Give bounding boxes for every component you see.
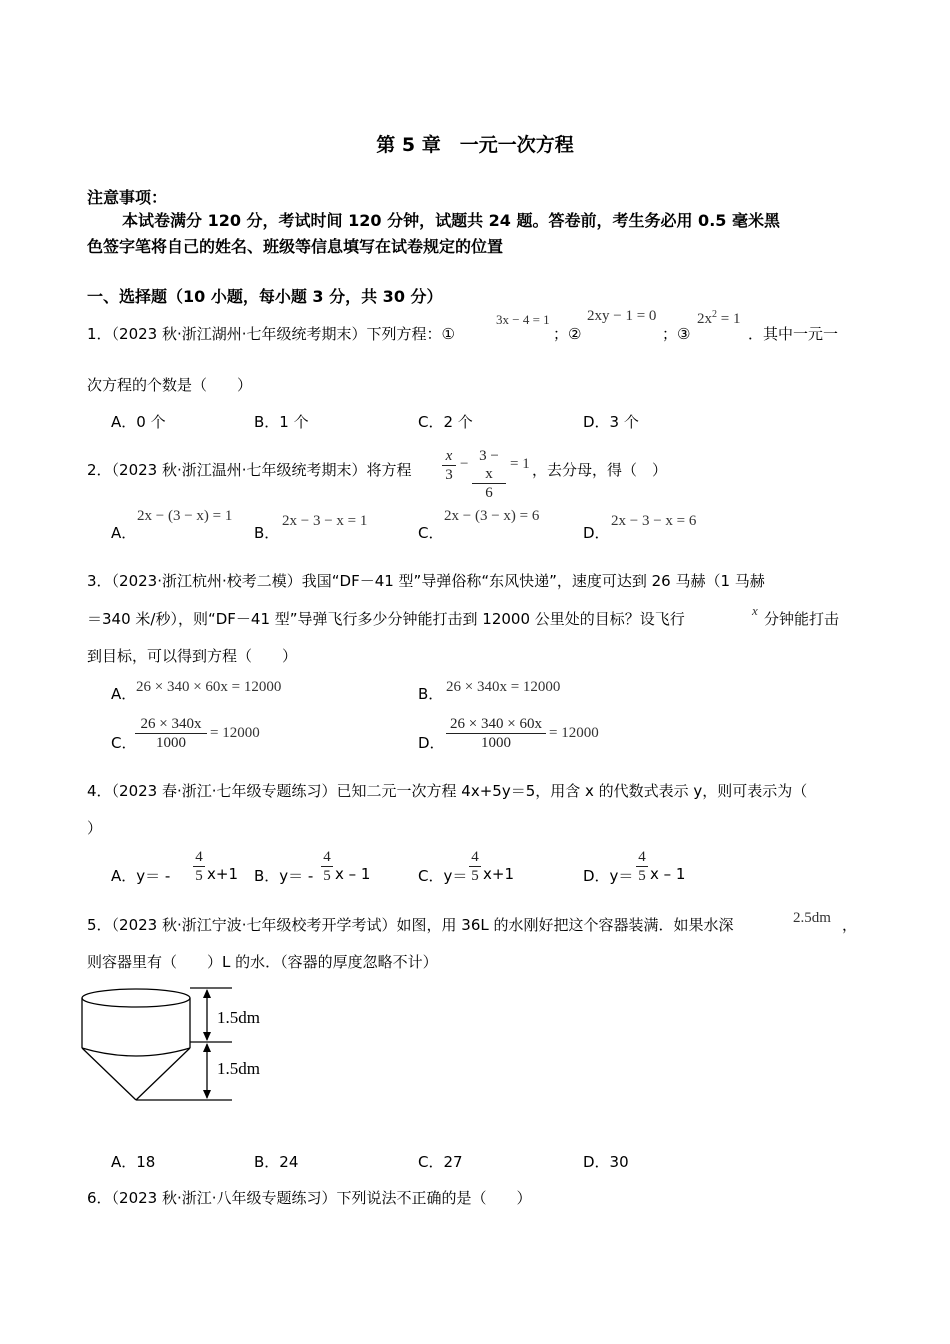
q1-eq3	[697, 309, 740, 328]
q2-label-d: D．	[583, 524, 610, 542]
q3-option-d-fraction[interactable]	[446, 715, 546, 752]
q2-label-b: B．	[254, 524, 280, 542]
q4-option-b-label[interactable]: B．y＝ -	[254, 867, 314, 885]
notice-line-1: 本试卷满分 120 分，考试时间 120 分钟，试题共 24 题。答卷前，考生务必用 0.5 毫米黑	[122, 211, 780, 230]
q2-option-c[interactable]: 2x − (3 − x) = 6	[444, 508, 540, 524]
q2-label-a: A．	[111, 524, 137, 542]
q3-label-c: C．	[111, 734, 137, 752]
q2-fraction-2	[472, 447, 506, 502]
arrow-up-2	[203, 1043, 211, 1052]
q5-figure-label-top: 1.5dm	[217, 1008, 260, 1027]
q5-line-2: 则容器里有（ ）L 的水．（容器的厚度忽略不计）	[87, 953, 438, 971]
q1-suffix: ．其中一元一	[748, 325, 839, 343]
q2-rhs: = 1	[510, 456, 530, 472]
q2-minus: −	[460, 456, 469, 472]
q2-option-a[interactable]: 2x − (3 − x) = 1	[137, 508, 233, 524]
q2-frac2-den: 6	[485, 485, 493, 501]
q5-option-d[interactable]: D．30	[583, 1153, 629, 1171]
q6-line-1: 6．（2023 秋·浙江·八年级专题练习）下列说法不正确的是（ ）	[87, 1189, 532, 1207]
q1-eq1: 3x − 4 = 1	[496, 312, 550, 327]
q1-option-d[interactable]: D．3 个	[583, 413, 639, 431]
q1-option-c[interactable]: C．2 个	[418, 413, 473, 431]
q1-option-b[interactable]: B．1 个	[254, 413, 309, 431]
q4-c-den: 5	[471, 868, 479, 884]
q3-option-d-rhs: = 12000	[549, 725, 599, 741]
q2-option-b[interactable]: 2x − 3 − x = 1	[282, 513, 368, 529]
q2-suffix: ，去分母，得（ ）	[532, 461, 668, 479]
q2-frac1-den: 3	[445, 467, 453, 483]
q4-c-num: 4	[469, 848, 481, 867]
q4-option-c-fraction	[469, 848, 481, 885]
q2-prefix: 2．（2023 秋·浙江温州·七年级统考期末）将方程	[87, 461, 412, 479]
q4-a-den: 5	[195, 868, 203, 884]
notice-line-2: 色签字笔将自己的姓名、班级等信息填写在试卷规定的位置	[87, 237, 504, 256]
arrow-down-2	[203, 1090, 211, 1099]
q4-option-d-fraction	[636, 848, 648, 885]
q3-optd-num: 26 × 340 × 60x	[446, 715, 546, 734]
q5-figure-label-bottom: 1.5dm	[217, 1059, 260, 1078]
q3-optc-den: 1000	[156, 735, 186, 751]
q1-eq3-rhs: = 1	[717, 311, 741, 327]
q3-option-b[interactable]: 26 × 340x = 12000	[446, 679, 561, 695]
q5-depth: 2.5dm	[793, 910, 831, 926]
q3-variable: x	[752, 603, 758, 618]
q4-b-num: 4	[321, 848, 333, 867]
q5-option-a[interactable]: A．18	[111, 1153, 156, 1171]
section-heading: 一、选择题（10 小题，每小题 3 分，共 30 分）	[87, 287, 443, 306]
q1-line-2: 次方程的个数是（ ）	[87, 376, 253, 394]
q4-option-b-tail: x – 1	[335, 865, 371, 883]
q3-label-d: D．	[418, 734, 445, 752]
q4-option-b-fraction	[321, 848, 333, 885]
q1-eq2: 2xy − 1 = 0	[587, 308, 657, 324]
q2-frac1-num: x	[442, 447, 456, 466]
q1-eq3-base: 2x	[697, 311, 712, 327]
arrow-up-1	[203, 989, 211, 998]
q4-d-den: 5	[638, 868, 646, 884]
q1-sep1: ；②	[553, 325, 582, 343]
q4-a-num: 4	[193, 848, 205, 867]
q2-frac2-num: 3 − x	[472, 447, 506, 484]
q5-container-figure	[80, 980, 300, 1105]
q5-line-1: 5．（2023 秋·浙江宁波·七年级校考开学考试）如图，用 36L 的水刚好把这个容器装满．如果水深	[87, 916, 734, 934]
q3-option-c-fraction[interactable]	[135, 715, 207, 752]
q3-label-b: B．	[418, 685, 444, 703]
q2-fraction-1	[442, 447, 456, 484]
q3-optd-den: 1000	[481, 735, 511, 751]
q4-line-2: ）	[87, 819, 103, 837]
q3-label-a: A．	[111, 685, 137, 703]
q5-option-c[interactable]: C．27	[418, 1153, 463, 1171]
q3-line-3: 到目标，可以得到方程（ ）	[87, 647, 298, 665]
container-middle-arc	[82, 1048, 190, 1056]
q3-line-2b: 分钟能打击	[764, 610, 840, 628]
q1-prefix: 1．（2023 秋·浙江湖州·七年级统考期末）下列方程：①	[87, 325, 455, 343]
notice-heading: 注意事项：	[87, 188, 168, 207]
q4-option-a-label[interactable]: A．y＝ -	[111, 867, 171, 885]
q5-comma: ，	[842, 916, 858, 934]
q4-option-a-fraction	[193, 848, 205, 885]
q2-option-d[interactable]: 2x − 3 − x = 6	[611, 513, 697, 529]
arrow-down-1	[203, 1032, 211, 1041]
q4-option-d-tail: x – 1	[650, 865, 686, 883]
q3-optc-num: 26 × 340x	[135, 715, 207, 734]
q1-option-a[interactable]: A．0 个	[111, 413, 166, 431]
q2-label-c: C．	[418, 524, 444, 542]
q4-option-c-tail: x+1	[483, 865, 514, 883]
q1-eq3-sup: 2	[712, 309, 717, 320]
q4-d-num: 4	[636, 848, 648, 867]
q3-line-2: ＝340 米/秒），则“DF－41 型”导弹飞行多少分钟能打击到 12000 公里处的目标？设飞行	[87, 610, 685, 628]
q4-option-c-label[interactable]: C．y＝	[418, 867, 468, 885]
q4-option-d-label[interactable]: D．y＝	[583, 867, 634, 885]
q3-line-1: 3．（2023·浙江杭州·校考二模）我国“DF－41 型”导弹俗称“东风快递”，速度可达到 26 马赫（1 马赫	[87, 572, 765, 590]
container-top-ellipse	[82, 989, 190, 1007]
q1-sep2: ；③	[662, 325, 691, 343]
q4-line-1: 4．（2023 春·浙江·七年级专题练习）已知二元一次方程 4x+5y＝5，用含 x 的代数式表示 y，则可表示为（	[87, 782, 808, 800]
q3-option-a[interactable]: 26 × 340 × 60x = 12000	[136, 679, 282, 695]
q5-option-b[interactable]: B．24	[254, 1153, 299, 1171]
q3-option-c-rhs: = 12000	[210, 725, 260, 741]
q4-option-a-tail: x+1	[207, 865, 238, 883]
q4-b-den: 5	[323, 868, 331, 884]
page-title: 第 5 章 一元一次方程	[376, 134, 574, 156]
